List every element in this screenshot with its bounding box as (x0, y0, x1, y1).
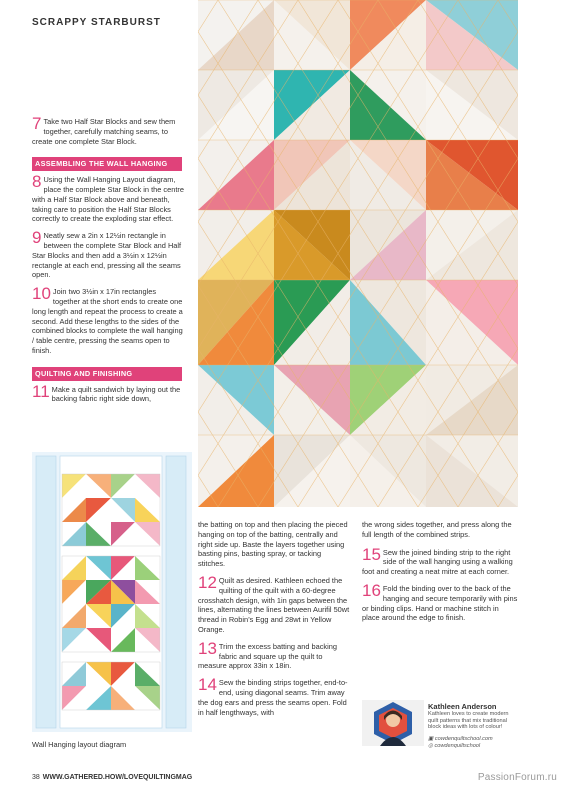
step-12 (198, 572, 350, 635)
right-column (362, 520, 518, 630)
instagram-icon: ◎ (428, 743, 433, 749)
instagram-text: cowdenquiltschool (434, 743, 481, 749)
step-9 (32, 228, 184, 280)
paragraph-continued: the batting on top and then placing the pieced hanging on top of the batting, centrally and right side up. Baste the layers together using basting pins, basting spray, or tacking stitches. (198, 520, 348, 569)
step-7 (32, 114, 184, 146)
wall-hanging-diagram (32, 452, 192, 732)
step-number: 14 (198, 675, 217, 695)
page-footer (32, 774, 192, 781)
step-15 (362, 544, 518, 577)
step-text: Fold the binding over to the back of the hanging and secure temporarily with pins or binding clips. Hand or machine stitch in place around the edge to finish. (362, 583, 518, 623)
step-10 (32, 284, 184, 356)
page-number: 38 (32, 774, 40, 781)
step-16 (362, 580, 518, 623)
step-13 (198, 638, 350, 671)
step-8 (32, 172, 184, 224)
paragraph-continued: the wrong sides together, and press along the full length of the combined strips. (362, 520, 512, 539)
quilt-photo (198, 0, 518, 507)
middle-column (198, 520, 350, 724)
section-heading-quilting: QUILTING AND FINISHING (32, 367, 182, 381)
step-text: Trim the excess batting and backing fabric and square up the quilt to measure approx 33in x 18in. (198, 641, 337, 671)
step-text: Make a quilt sandwich by laying out the backing fabric right side down, (51, 384, 181, 404)
step-number: 8 (32, 172, 42, 192)
step-text: Take two Half Star Blocks and sew them together, carefully matching seams, to create one complete Star Block. (32, 117, 176, 146)
footer-url: WWW.GATHERED.HOW/LOVEQUILTINGMAG (42, 774, 193, 781)
running-header: SCRAPPY STARBURST (32, 17, 161, 28)
step-text: Using the Wall Hanging Layout diagram, place the complete Star Block in the centre with a Half Star Block above and beneath, taking care to position the Half Star Blocks correctly to create the exploding star effect. (32, 175, 184, 224)
website-link[interactable] (428, 736, 493, 742)
step-number: 12 (198, 572, 217, 592)
left-column (32, 114, 184, 411)
section-heading-assembling: ASSEMBLING THE WALL HANGING (32, 157, 182, 171)
step-text: Join two 3½in x 17in rectangles together at the short ends to create one long length and repeat the process to create a second. Add these lengths to the sides of the combined blocks to complete the wall hanging / table centre, pressing the seams open to finish. (32, 287, 183, 355)
wall-hanging-diagram-art (32, 452, 192, 732)
quilt-photo-art (198, 0, 518, 507)
step-11 (32, 381, 184, 405)
step-number: 15 (362, 544, 381, 564)
step-number: 7 (32, 114, 42, 133)
website-text: cowdenquiltschool.com (434, 736, 493, 742)
step-number: 9 (32, 228, 42, 248)
step-number: 13 (198, 638, 217, 658)
instagram-link[interactable] (428, 743, 480, 749)
diagram-caption: Wall Hanging layout diagram (32, 740, 127, 749)
designer-avatar (362, 700, 424, 746)
step-text: Sew the joined binding strip to the right side of the wall hanging using a walking foot and creating a neat mitre at each corner. (362, 547, 513, 577)
step-text: Quilt as desired. Kathleen echoed the quilting of the quilt with a 60-degree crosshatch design, with 1in gaps between the lines, alternating the lines between Aurifil 50wt thread in Robin’s Egg and 28wt in Yellow Orange. (198, 575, 350, 634)
watermark: PassionForum.ru (477, 772, 557, 783)
step-14 (198, 675, 350, 717)
step-number: 11 (32, 381, 50, 401)
step-number: 10 (32, 284, 51, 304)
designer-description: Kathleen loves to create modern quilt patterns that mix traditional block ideas with lots of colour! (428, 711, 509, 731)
step-number: 16 (362, 580, 381, 600)
step-text: Neatly sew a 2in x 12½in rectangle in between the complete Star Block and Half Star Blocks and then add a 3½in x 12½in rectangle at each end, pressing all the seams open. (32, 231, 182, 280)
step-text: Sew the binding strips together, end-to-end, using diagonal seams. Trim away the dog ears and press the seams open. Fold in half lengthways, with (198, 678, 348, 717)
designer-bio (362, 700, 518, 749)
designer-name: Kathleen Anderson (428, 702, 497, 711)
web-icon: ▣ (428, 736, 434, 742)
